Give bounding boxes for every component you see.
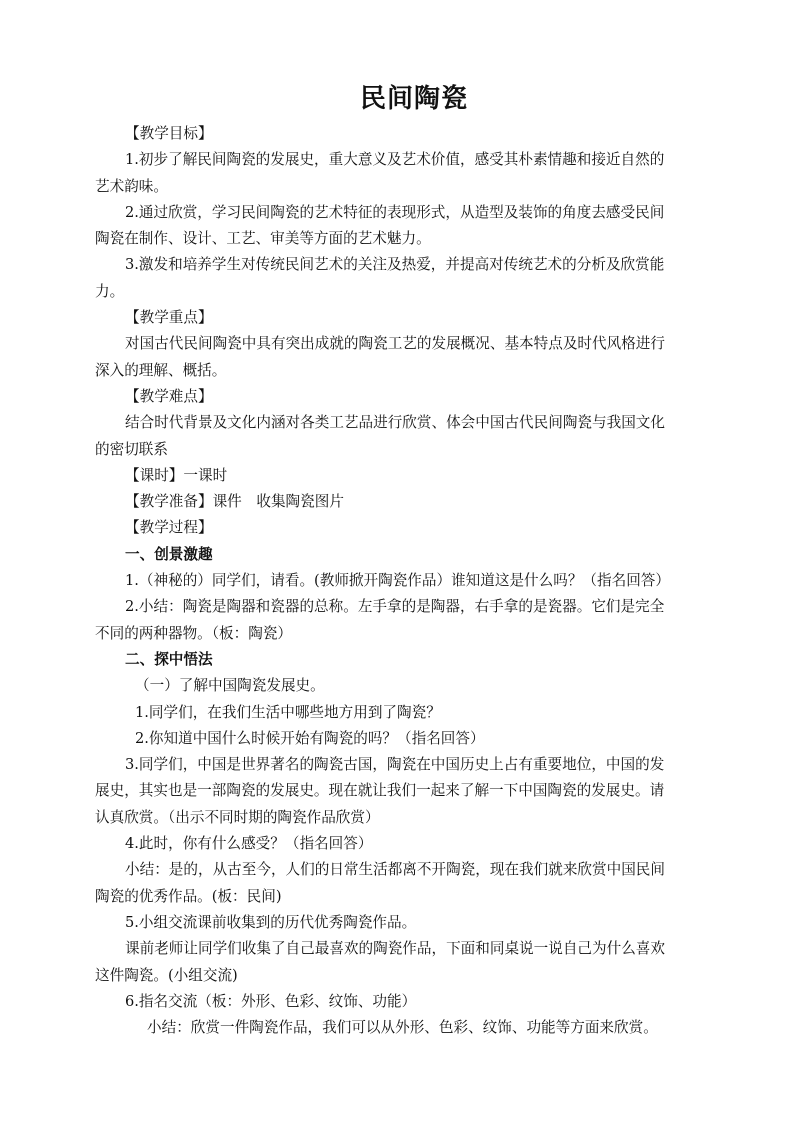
step-1-item-1: 1.（神秘的）同学们，请看。(教师掀开陶瓷作品）谁知道这是什么吗？（指名回答） bbox=[125, 572, 670, 590]
step-2-item-6: 6.指名交流（板：外形、色彩、纹饰、功能） bbox=[125, 992, 417, 1010]
goal-1-line-2: 艺术韵味。 bbox=[95, 177, 168, 195]
key-points-line-1: 对国古代民间陶瓷中具有突出成就的陶瓷工艺的发展概况、基本特点及时代风格进行 bbox=[125, 335, 665, 353]
goal-3-line-1: 3.激发和培养学生对传统民间艺术的关注及热爱，并提高对传统艺术的分析及欣赏能 bbox=[125, 256, 665, 274]
step-2-item-3-line-3: 认真欣赏。（出示不同时期的陶瓷作品欣赏） bbox=[95, 808, 380, 826]
summary-1-line-1: 小结：是的，从古至今，人们的日常生活都离不开陶瓷，现在我们就来欣赏中国民间 bbox=[125, 861, 665, 879]
step-1-item-2-line-1: 2.小结：陶瓷是陶器和瓷器的总称。左手拿的是陶器，右手拿的是瓷器。它们是完全 bbox=[125, 598, 665, 616]
step-2-item-4: 4.此时，你有什么感受？（指名回答） bbox=[125, 835, 373, 853]
step-2-item-3-line-1: 3.同学们，中国是世界著名的陶瓷古国，陶瓷在中国历史上占有重要地位，中国的发 bbox=[125, 756, 665, 774]
goal-2-line-1: 2.通过欣赏，学习民间陶瓷的艺术特征的表现形式，从造型及装饰的角度去感受民间 bbox=[125, 203, 665, 221]
document-title: 民间陶瓷 bbox=[359, 84, 468, 114]
step-2-item-3-line-2: 展史，其实也是一部陶瓷的发展史。现在就让我们一起来了解一下中国陶瓷的发展史。请 bbox=[95, 782, 665, 800]
summary-2-line: 小结：欣赏一件陶瓷作品，我们可以从外形、色彩、纹饰、功能等方面来欣赏。 bbox=[147, 1019, 658, 1037]
step-2-subheading: （一）了解中国陶瓷发展史。 bbox=[135, 677, 325, 695]
document-body bbox=[95, 121, 725, 1041]
goal-2-line-2: 陶瓷在制作、设计、工艺、审美等方面的艺术魅力。 bbox=[95, 230, 431, 248]
goal-1-line-1: 1.初步了解民间陶瓷的发展史，重大意义及艺术价值，感受其朴素情趣和接近自然的 bbox=[125, 151, 665, 169]
exchange-line-1: 课前老师让同学们收集了自己最喜欢的陶瓷作品，下面和同桌说一说自己为什么喜欢 bbox=[125, 940, 665, 958]
step-1-item-2-line-2: 不同的两种器物。（板：陶瓷） bbox=[95, 624, 293, 642]
exchange-line-2: 这件陶瓷。(小组交流) bbox=[95, 966, 238, 984]
step-1-heading: 一、创景激趣 bbox=[125, 545, 213, 563]
section-heading-difficulties: 【教学难点】 bbox=[125, 387, 213, 405]
step-2-item-2: 2.你知道中国什么时候开始有陶瓷的吗？（指名回答） bbox=[135, 729, 485, 747]
goal-3-line-2: 力。 bbox=[95, 282, 125, 300]
step-2-item-5: 5.小组交流课前收集到的历代优秀陶瓷作品。 bbox=[125, 913, 417, 931]
section-heading-key-points: 【教学重点】 bbox=[125, 309, 213, 327]
preparation-line: 【教学准备】课件 收集陶瓷图片 bbox=[125, 493, 344, 511]
step-2-item-1: 1.同学们，在我们生活中哪些地方用到了陶瓷？ bbox=[135, 703, 441, 721]
key-points-line-2: 深入的理解、概括。 bbox=[95, 361, 227, 379]
class-hours-line: 【课时】一课时 bbox=[125, 466, 228, 484]
difficulties-line-1: 结合时代背景及文化内涵对各类工艺品进行欣赏、体会中国古代民间陶瓷与我国文化 bbox=[125, 414, 665, 432]
section-heading-process: 【教学过程】 bbox=[125, 519, 213, 537]
summary-1-line-2: 陶瓷的优秀作品。(板：民间) bbox=[95, 887, 282, 905]
section-heading-teaching-goals: 【教学目标】 bbox=[125, 125, 213, 142]
step-2-heading: 二、探中悟法 bbox=[125, 650, 213, 668]
difficulties-line-2: 的密切联系 bbox=[95, 440, 168, 458]
